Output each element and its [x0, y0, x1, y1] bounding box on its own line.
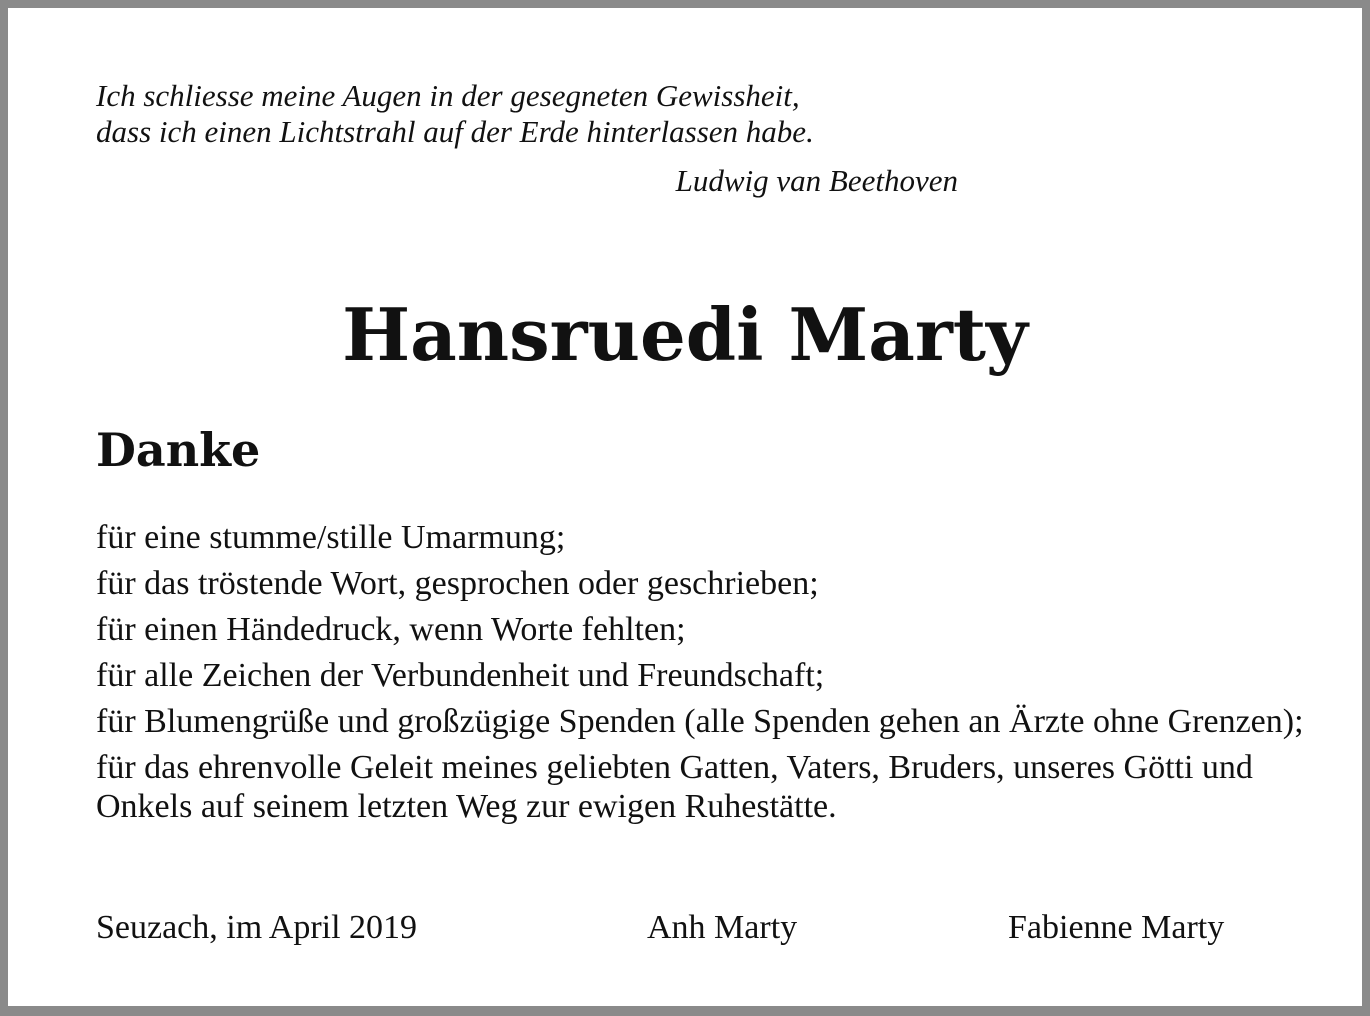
- signatory-name: Anh Marty: [647, 909, 798, 946]
- deceased-name: Hansruedi Marty: [342, 292, 1028, 377]
- thanks-item: für alle Zeichen der Verbundenheit und Freundschaft;: [96, 657, 825, 694]
- thanks-item: für einen Händedruck, wenn Worte fehlten;: [96, 611, 686, 648]
- quote-author: Ludwig van Beethoven: [675, 163, 958, 198]
- quote-line: dass ich einen Lichtstrahl auf der Erde hinterlassen habe.: [96, 114, 814, 149]
- thanks-item: für Blumengrüße und großzügige Spenden (alle Spenden gehen an Ärzte ohne Grenzen);: [96, 703, 1304, 740]
- thanks-item: für eine stumme/stille Umarmung;: [96, 519, 566, 556]
- thanks-list: [96, 518, 1326, 833]
- quote: [96, 78, 966, 150]
- quote-line: Ich schliesse meine Augen in der gesegneten Gewissheit,: [96, 78, 800, 113]
- thanks-item: für das ehrenvolle Geleit meines geliebten Gatten, Vaters, Bruders, unseres Götti und Onkels auf seinem letzten Weg zur ewigen Ruhestätte.: [96, 749, 1253, 825]
- thanks-item: für das tröstende Wort, gesprochen oder geschrieben;: [96, 565, 819, 602]
- obituary-page: [8, 8, 1362, 1006]
- signatory-name: Fabienne Marty: [1008, 909, 1225, 946]
- thanks-heading: Danke: [96, 423, 261, 477]
- place-date: Seuzach, im April 2019: [96, 909, 418, 946]
- signature-row: [96, 906, 1286, 950]
